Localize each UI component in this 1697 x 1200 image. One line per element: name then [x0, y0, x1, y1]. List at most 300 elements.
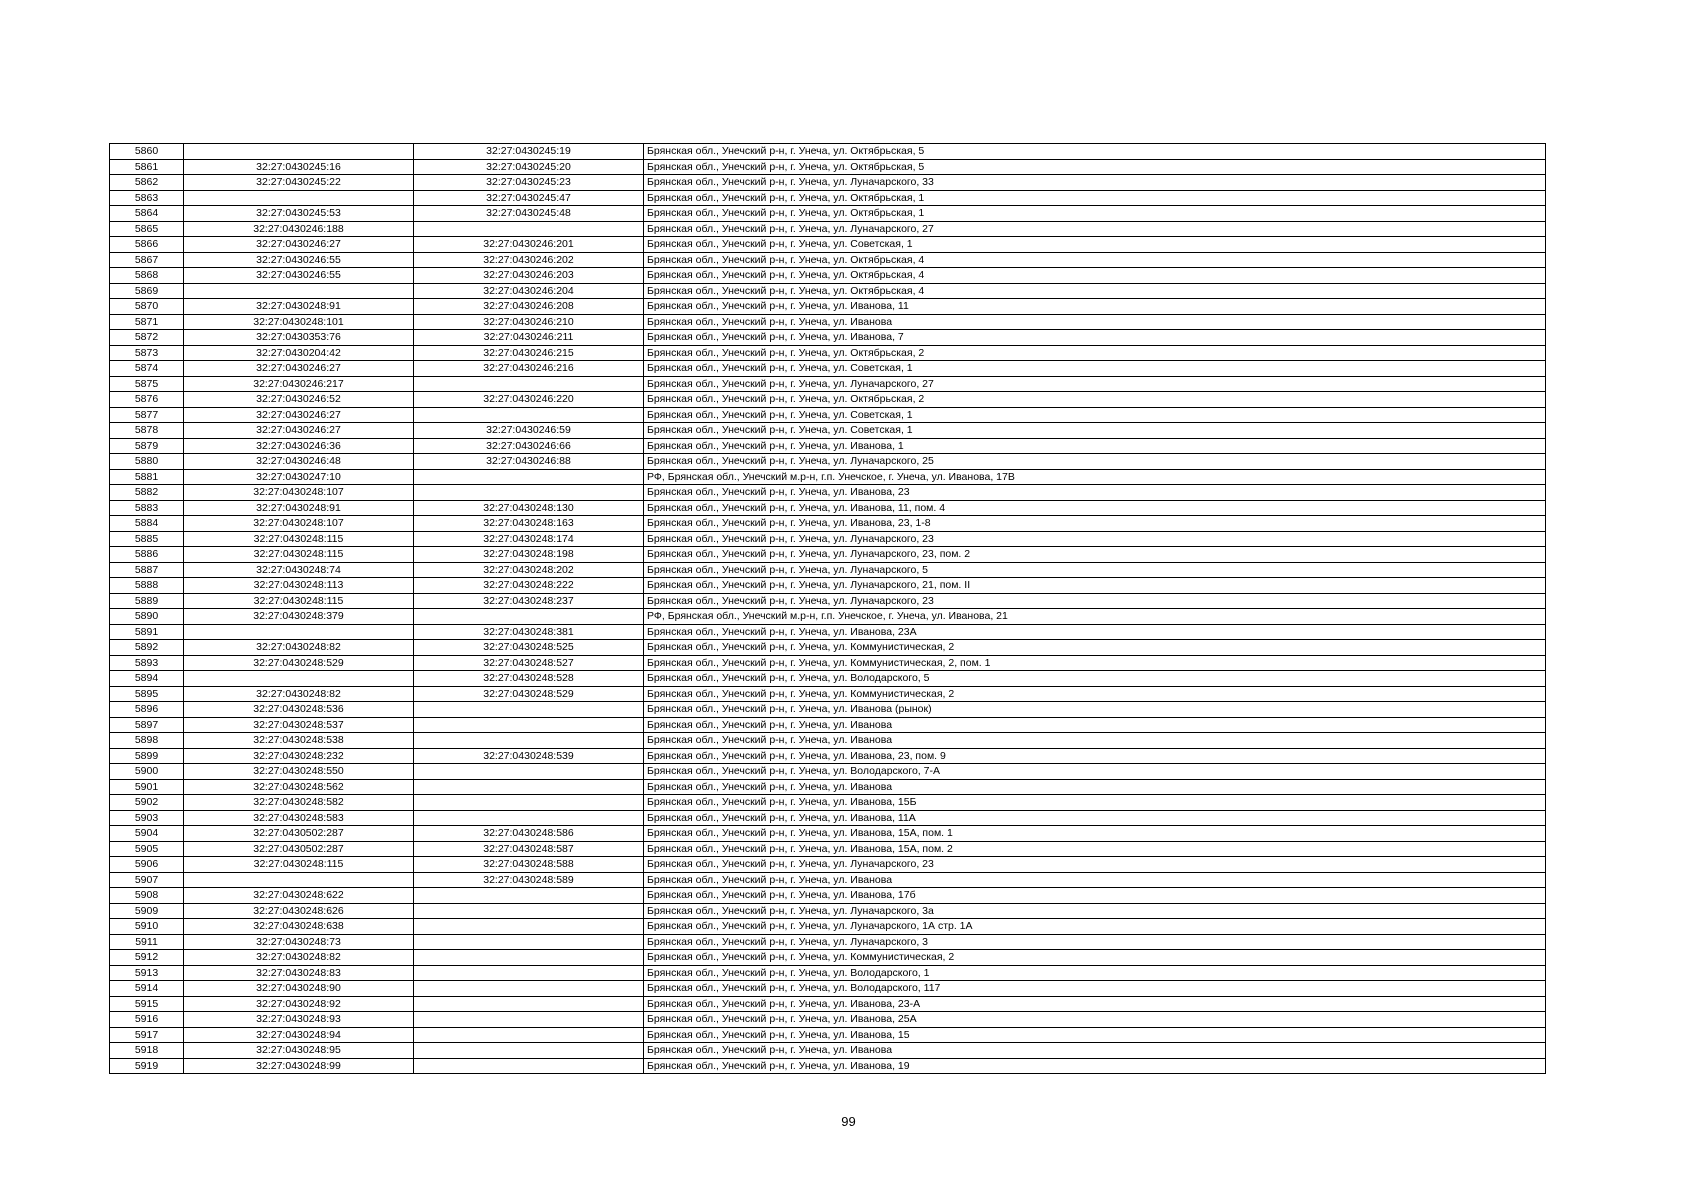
row-number-cell: 5904: [110, 826, 184, 842]
related-cadastral-number-cell: [414, 888, 644, 904]
row-number-cell: 5898: [110, 733, 184, 749]
table-row: [110, 206, 1546, 222]
related-cadastral-number-cell: 32:27:0430248:222: [414, 578, 644, 594]
table-row: [110, 283, 1546, 299]
cadastral-number-cell: 32:27:0430248:74: [184, 562, 414, 578]
cadastral-number-cell: [184, 144, 414, 160]
address-cell: Брянская обл., Унечский р-н, г. Унеча, ул. Луначарского, 23: [644, 531, 1546, 547]
cadastral-number-cell: 32:27:0430245:53: [184, 206, 414, 222]
table-row: [110, 376, 1546, 392]
table-row: [110, 485, 1546, 501]
address-cell: Брянская обл., Унечский р-н, г. Унеча, ул. Иванова, 11А: [644, 810, 1546, 826]
address-cell: Брянская обл., Унечский р-н, г. Унеча, ул. Луначарского, 5: [644, 562, 1546, 578]
table-row: [110, 826, 1546, 842]
row-number-cell: 5879: [110, 438, 184, 454]
row-number-cell: 5872: [110, 330, 184, 346]
address-cell: Брянская обл., Унечский р-н, г. Унеча, ул. Луначарского, 27: [644, 221, 1546, 237]
table-row: [110, 144, 1546, 160]
row-number-cell: 5914: [110, 981, 184, 997]
row-number-cell: 5896: [110, 702, 184, 718]
address-cell: Брянская обл., Унечский р-н, г. Унеча, ул. Иванова: [644, 1043, 1546, 1059]
cadastral-number-cell: [184, 283, 414, 299]
table-row: [110, 1012, 1546, 1028]
cadastral-number-cell: 32:27:0430248:538: [184, 733, 414, 749]
table-row: [110, 593, 1546, 609]
table-row: [110, 981, 1546, 997]
cadastral-number-cell: 32:27:0430246:55: [184, 252, 414, 268]
cadastral-number-cell: 32:27:0430246:55: [184, 268, 414, 284]
cadastral-number-cell: 32:27:0430246:48: [184, 454, 414, 470]
cadastral-number-cell: [184, 671, 414, 687]
table-row: [110, 810, 1546, 826]
table-row: [110, 392, 1546, 408]
related-cadastral-number-cell: [414, 702, 644, 718]
table-row: [110, 996, 1546, 1012]
related-cadastral-number-cell: [414, 609, 644, 625]
row-number-cell: 5884: [110, 516, 184, 532]
table-row: [110, 624, 1546, 640]
cadastral-number-cell: 32:27:0430246:217: [184, 376, 414, 392]
cadastral-number-cell: [184, 190, 414, 206]
cadastral-number-cell: 32:27:0430246:188: [184, 221, 414, 237]
cadastral-number-cell: 32:27:0430248:115: [184, 593, 414, 609]
related-cadastral-number-cell: 32:27:0430246:201: [414, 237, 644, 253]
row-number-cell: 5883: [110, 500, 184, 516]
table-row: [110, 748, 1546, 764]
row-number-cell: 5877: [110, 407, 184, 423]
related-cadastral-number-cell: [414, 485, 644, 501]
address-cell: Брянская обл., Унечский р-н, г. Унеча, ул. Советская, 1: [644, 361, 1546, 377]
related-cadastral-number-cell: 32:27:0430248:529: [414, 686, 644, 702]
cadastral-number-cell: 32:27:0430245:16: [184, 159, 414, 175]
address-cell: Брянская обл., Унечский р-н, г. Унеча, ул. Советская, 1: [644, 407, 1546, 423]
table-row: [110, 237, 1546, 253]
table-row: [110, 221, 1546, 237]
cadastral-number-cell: 32:27:0430248:113: [184, 578, 414, 594]
table-row: [110, 609, 1546, 625]
related-cadastral-number-cell: [414, 376, 644, 392]
address-cell: Брянская обл., Унечский р-н, г. Унеча, ул. Иванова, 23-А: [644, 996, 1546, 1012]
related-cadastral-number-cell: 32:27:0430248:381: [414, 624, 644, 640]
related-cadastral-number-cell: 32:27:0430246:88: [414, 454, 644, 470]
related-cadastral-number-cell: [414, 981, 644, 997]
address-cell: Брянская обл., Унечский р-н, г. Унеча, ул. Иванова, 11: [644, 299, 1546, 315]
related-cadastral-number-cell: [414, 965, 644, 981]
related-cadastral-number-cell: [414, 1027, 644, 1043]
row-number-cell: 5910: [110, 919, 184, 935]
row-number-cell: 5891: [110, 624, 184, 640]
table-row: [110, 345, 1546, 361]
table-row: [110, 547, 1546, 563]
related-cadastral-number-cell: [414, 810, 644, 826]
cadastral-number-cell: 32:27:0430246:27: [184, 407, 414, 423]
address-cell: Брянская обл., Унечский р-н, г. Унеча, ул. Иванова: [644, 717, 1546, 733]
table-row: [110, 872, 1546, 888]
address-cell: Брянская обл., Унечский р-н, г. Унеча, ул. Иванова, 11, пом. 4: [644, 500, 1546, 516]
table-row: [110, 655, 1546, 671]
table-row: [110, 500, 1546, 516]
cadastral-number-cell: 32:27:0430246:27: [184, 423, 414, 439]
cadastral-number-cell: 32:27:0430248:379: [184, 609, 414, 625]
table-row: [110, 438, 1546, 454]
address-cell: Брянская обл., Унечский р-н, г. Унеча, ул. Октябрьская, 5: [644, 144, 1546, 160]
cadastral-number-cell: 32:27:0430248:107: [184, 485, 414, 501]
related-cadastral-number-cell: [414, 919, 644, 935]
table-row: [110, 190, 1546, 206]
row-number-cell: 5912: [110, 950, 184, 966]
row-number-cell: 5900: [110, 764, 184, 780]
address-cell: Брянская обл., Унечский р-н, г. Унеча, ул. Луначарского, 33: [644, 175, 1546, 191]
row-number-cell: 5901: [110, 779, 184, 795]
related-cadastral-number-cell: 32:27:0430246:203: [414, 268, 644, 284]
table-row: [110, 516, 1546, 532]
address-cell: Брянская обл., Унечский р-н, г. Унеча, ул. Луначарского, 1А стр. 1А: [644, 919, 1546, 935]
row-number-cell: 5890: [110, 609, 184, 625]
cadastral-number-cell: 32:27:0430248:95: [184, 1043, 414, 1059]
cadastral-number-cell: 32:27:0430248:626: [184, 903, 414, 919]
cadastral-number-cell: 32:27:0430248:91: [184, 299, 414, 315]
row-number-cell: 5866: [110, 237, 184, 253]
row-number-cell: 5873: [110, 345, 184, 361]
related-cadastral-number-cell: 32:27:0430246:215: [414, 345, 644, 361]
related-cadastral-number-cell: 32:27:0430246:202: [414, 252, 644, 268]
table-row: [110, 314, 1546, 330]
address-cell: Брянская обл., Унечский р-н, г. Унеча, ул. Иванова, 23А: [644, 624, 1546, 640]
table-row: [110, 361, 1546, 377]
address-cell: Брянская обл., Унечский р-н, г. Унеча, ул. Октябрьская, 1: [644, 190, 1546, 206]
related-cadastral-number-cell: 32:27:0430246:208: [414, 299, 644, 315]
related-cadastral-number-cell: [414, 469, 644, 485]
address-cell: Брянская обл., Унечский р-н, г. Унеча, ул. Иванова, 19: [644, 1058, 1546, 1074]
row-number-cell: 5917: [110, 1027, 184, 1043]
row-number-cell: 5880: [110, 454, 184, 470]
row-number-cell: 5878: [110, 423, 184, 439]
row-number-cell: 5894: [110, 671, 184, 687]
cadastral-number-cell: 32:27:0430502:287: [184, 841, 414, 857]
table-row: [110, 469, 1546, 485]
address-cell: Брянская обл., Унечский р-н, г. Унеча, ул. Иванова (рынок): [644, 702, 1546, 718]
address-cell: Брянская обл., Унечский р-н, г. Унеча, ул. Коммунистическая, 2: [644, 640, 1546, 656]
related-cadastral-number-cell: [414, 717, 644, 733]
row-number-cell: 5892: [110, 640, 184, 656]
related-cadastral-number-cell: 32:27:0430245:23: [414, 175, 644, 191]
row-number-cell: 5875: [110, 376, 184, 392]
cadastral-number-cell: 32:27:0430204:42: [184, 345, 414, 361]
related-cadastral-number-cell: 32:27:0430248:163: [414, 516, 644, 532]
row-number-cell: 5870: [110, 299, 184, 315]
table-row: [110, 934, 1546, 950]
related-cadastral-number-cell: 32:27:0430248:130: [414, 500, 644, 516]
related-cadastral-number-cell: 32:27:0430248:198: [414, 547, 644, 563]
related-cadastral-number-cell: [414, 1058, 644, 1074]
address-cell: Брянская обл., Унечский р-н, г. Унеча, ул. Иванова, 23, пом. 9: [644, 748, 1546, 764]
table-row: [110, 965, 1546, 981]
cadastral-number-cell: 32:27:0430248:82: [184, 686, 414, 702]
address-cell: Брянская обл., Унечский р-н, г. Унеча, ул. Иванова, 1: [644, 438, 1546, 454]
address-cell: Брянская обл., Унечский р-н, г. Унеча, ул. Иванова: [644, 872, 1546, 888]
related-cadastral-number-cell: 32:27:0430245:47: [414, 190, 644, 206]
cadastral-number-cell: [184, 872, 414, 888]
row-number-cell: 5865: [110, 221, 184, 237]
cadastral-number-cell: 32:27:0430248:115: [184, 531, 414, 547]
table-row: [110, 841, 1546, 857]
row-number-cell: 5874: [110, 361, 184, 377]
related-cadastral-number-cell: 32:27:0430246:59: [414, 423, 644, 439]
page-number: 99: [841, 1114, 856, 1129]
table-row: [110, 779, 1546, 795]
related-cadastral-number-cell: 32:27:0430248:525: [414, 640, 644, 656]
row-number-cell: 5897: [110, 717, 184, 733]
related-cadastral-number-cell: [414, 1043, 644, 1059]
address-cell: Брянская обл., Унечский р-н, г. Унеча, ул. Октябрьская, 2: [644, 345, 1546, 361]
cadastral-number-cell: 32:27:0430248:537: [184, 717, 414, 733]
row-number-cell: 5876: [110, 392, 184, 408]
cadastral-number-cell: 32:27:0430246:27: [184, 237, 414, 253]
cadastral-number-cell: 32:27:0430248:107: [184, 516, 414, 532]
address-cell: Брянская обл., Унечский р-н, г. Унеча, ул. Иванова, 15А, пом. 1: [644, 826, 1546, 842]
address-cell: Брянская обл., Унечский р-н, г. Унеча, ул. Иванова, 17б: [644, 888, 1546, 904]
row-number-cell: 5882: [110, 485, 184, 501]
table-row: [110, 159, 1546, 175]
address-cell: Брянская обл., Унечский р-н, г. Унеча, ул. Луначарского, 3: [644, 934, 1546, 950]
row-number-cell: 5919: [110, 1058, 184, 1074]
cadastral-number-cell: 32:27:0430248:536: [184, 702, 414, 718]
row-number-cell: 5911: [110, 934, 184, 950]
cadastral-number-cell: 32:27:0430248:92: [184, 996, 414, 1012]
address-cell: Брянская обл., Унечский р-н, г. Унеча, ул. Иванова, 25А: [644, 1012, 1546, 1028]
table-row: [110, 268, 1546, 284]
related-cadastral-number-cell: [414, 221, 644, 237]
row-number-cell: 5888: [110, 578, 184, 594]
table-row: [110, 764, 1546, 780]
cadastral-number-cell: 32:27:0430248:83: [184, 965, 414, 981]
row-number-cell: 5905: [110, 841, 184, 857]
address-cell: Брянская обл., Унечский р-н, г. Унеча, ул. Октябрьская, 4: [644, 252, 1546, 268]
cadastral-number-cell: 32:27:0430248:99: [184, 1058, 414, 1074]
related-cadastral-number-cell: [414, 407, 644, 423]
address-cell: Брянская обл., Унечский р-н, г. Унеча, ул. Коммунистическая, 2: [644, 950, 1546, 966]
related-cadastral-number-cell: 32:27:0430248:174: [414, 531, 644, 547]
row-number-cell: 5860: [110, 144, 184, 160]
related-cadastral-number-cell: [414, 795, 644, 811]
address-cell: Брянская обл., Унечский р-н, г. Унеча, ул. Луначарского, 23: [644, 593, 1546, 609]
related-cadastral-number-cell: 32:27:0430248:202: [414, 562, 644, 578]
address-cell: Брянская обл., Унечский р-н, г. Унеча, ул. Луначарского, 3а: [644, 903, 1546, 919]
table-row: [110, 950, 1546, 966]
cadastral-number-cell: 32:27:0430248:562: [184, 779, 414, 795]
table-row: [110, 919, 1546, 935]
row-number-cell: 5889: [110, 593, 184, 609]
table-row: [110, 531, 1546, 547]
cadastral-number-cell: 32:27:0430248:91: [184, 500, 414, 516]
address-cell: Брянская обл., Унечский р-н, г. Унеча, ул. Коммунистическая, 2, пом. 1: [644, 655, 1546, 671]
cadastral-number-cell: 32:27:0430248:550: [184, 764, 414, 780]
table-row: [110, 686, 1546, 702]
address-cell: Брянская обл., Унечский р-н, г. Унеча, ул. Советская, 1: [644, 423, 1546, 439]
table-row: [110, 562, 1546, 578]
related-cadastral-number-cell: 32:27:0430245:48: [414, 206, 644, 222]
address-cell: Брянская обл., Унечский р-н, г. Унеча, ул. Володарского, 117: [644, 981, 1546, 997]
related-cadastral-number-cell: 32:27:0430248:586: [414, 826, 644, 842]
address-cell: Брянская обл., Унечский р-н, г. Унеча, ул. Иванова, 23, 1-8: [644, 516, 1546, 532]
cadastral-number-cell: 32:27:0430248:638: [184, 919, 414, 935]
cadastral-number-cell: 32:27:0430248:582: [184, 795, 414, 811]
address-cell: Брянская обл., Унечский р-н, г. Унеча, ул. Октябрьская, 1: [644, 206, 1546, 222]
table-row: [110, 1058, 1546, 1074]
cadastral-number-cell: [184, 624, 414, 640]
table-row: [110, 1027, 1546, 1043]
cadastral-number-cell: 32:27:0430248:90: [184, 981, 414, 997]
address-cell: РФ, Брянская обл., Унечский м.р-н, г.п. Унечское, г. Унеча, ул. Иванова, 21: [644, 609, 1546, 625]
address-cell: Брянская обл., Унечский р-н, г. Унеча, ул. Иванова: [644, 733, 1546, 749]
table-row: [110, 252, 1546, 268]
address-cell: РФ, Брянская обл., Унечский м.р-н, г.п. Унечское, г. Унеча, ул. Иванова, 17В: [644, 469, 1546, 485]
row-number-cell: 5864: [110, 206, 184, 222]
row-number-cell: 5899: [110, 748, 184, 764]
cadastral-number-cell: 32:27:0430248:93: [184, 1012, 414, 1028]
table-row: [110, 857, 1546, 873]
cadastral-number-cell: 32:27:0430245:22: [184, 175, 414, 191]
related-cadastral-number-cell: 32:27:0430248:237: [414, 593, 644, 609]
address-cell: Брянская обл., Унечский р-н, г. Унеча, ул. Иванова, 15А, пом. 2: [644, 841, 1546, 857]
cadastral-number-cell: 32:27:0430353:76: [184, 330, 414, 346]
address-cell: Брянская обл., Унечский р-н, г. Унеча, ул. Советская, 1: [644, 237, 1546, 253]
cadastral-number-cell: 32:27:0430248:583: [184, 810, 414, 826]
address-cell: Брянская обл., Унечский р-н, г. Унеча, ул. Луначарского, 25: [644, 454, 1546, 470]
cadastral-number-cell: 32:27:0430248:232: [184, 748, 414, 764]
cadastral-number-cell: 32:27:0430248:115: [184, 547, 414, 563]
table-row: [110, 454, 1546, 470]
address-cell: Брянская обл., Унечский р-н, г. Унеча, ул. Луначарского, 23: [644, 857, 1546, 873]
related-cadastral-number-cell: 32:27:0430248:527: [414, 655, 644, 671]
related-cadastral-number-cell: 32:27:0430246:204: [414, 283, 644, 299]
cadastral-number-cell: 32:27:0430246:27: [184, 361, 414, 377]
row-number-cell: 5871: [110, 314, 184, 330]
address-cell: Брянская обл., Унечский р-н, г. Унеча, ул. Иванова, 23: [644, 485, 1546, 501]
address-cell: Брянская обл., Унечский р-н, г. Унеча, ул. Луначарского, 21, пом. II: [644, 578, 1546, 594]
related-cadastral-number-cell: [414, 764, 644, 780]
row-number-cell: 5895: [110, 686, 184, 702]
table-row: [110, 733, 1546, 749]
row-number-cell: 5913: [110, 965, 184, 981]
cadastral-number-cell: 32:27:0430247:10: [184, 469, 414, 485]
related-cadastral-number-cell: 32:27:0430248:539: [414, 748, 644, 764]
cadastral-number-cell: 32:27:0430248:94: [184, 1027, 414, 1043]
row-number-cell: 5903: [110, 810, 184, 826]
related-cadastral-number-cell: [414, 733, 644, 749]
address-cell: Брянская обл., Унечский р-н, г. Унеча, ул. Луначарского, 27: [644, 376, 1546, 392]
table-row: [110, 717, 1546, 733]
related-cadastral-number-cell: 32:27:0430245:20: [414, 159, 644, 175]
row-number-cell: 5885: [110, 531, 184, 547]
related-cadastral-number-cell: [414, 779, 644, 795]
table-body: [110, 144, 1546, 1074]
related-cadastral-number-cell: [414, 1012, 644, 1028]
table-row: [110, 1043, 1546, 1059]
related-cadastral-number-cell: 32:27:0430248:528: [414, 671, 644, 687]
cadastral-number-cell: 32:27:0430246:36: [184, 438, 414, 454]
cadastral-number-cell: 32:27:0430248:115: [184, 857, 414, 873]
table-row: [110, 795, 1546, 811]
row-number-cell: 5868: [110, 268, 184, 284]
table-row: [110, 888, 1546, 904]
table-row: [110, 407, 1546, 423]
cadastral-number-cell: 32:27:0430248:82: [184, 640, 414, 656]
table-row: [110, 640, 1546, 656]
row-number-cell: 5909: [110, 903, 184, 919]
row-number-cell: 5907: [110, 872, 184, 888]
row-number-cell: 5915: [110, 996, 184, 1012]
cadastral-number-cell: 32:27:0430248:529: [184, 655, 414, 671]
row-number-cell: 5867: [110, 252, 184, 268]
related-cadastral-number-cell: 32:27:0430246:220: [414, 392, 644, 408]
address-cell: Брянская обл., Унечский р-н, г. Унеча, ул. Володарского, 1: [644, 965, 1546, 981]
table-row: [110, 175, 1546, 191]
row-number-cell: 5869: [110, 283, 184, 299]
related-cadastral-number-cell: 32:27:0430246:210: [414, 314, 644, 330]
address-cell: Брянская обл., Унечский р-н, г. Унеча, ул. Володарского, 7-А: [644, 764, 1546, 780]
address-cell: Брянская обл., Унечский р-н, г. Унеча, ул. Иванова: [644, 314, 1546, 330]
related-cadastral-number-cell: 32:27:0430248:587: [414, 841, 644, 857]
table-row: [110, 903, 1546, 919]
table-row: [110, 330, 1546, 346]
address-cell: Брянская обл., Унечский р-н, г. Унеча, ул. Луначарского, 23, пом. 2: [644, 547, 1546, 563]
row-number-cell: 5902: [110, 795, 184, 811]
cadastral-number-cell: 32:27:0430248:101: [184, 314, 414, 330]
row-number-cell: 5887: [110, 562, 184, 578]
related-cadastral-number-cell: 32:27:0430248:589: [414, 872, 644, 888]
address-cell: Брянская обл., Унечский р-н, г. Унеча, ул. Иванова, 7: [644, 330, 1546, 346]
row-number-cell: 5881: [110, 469, 184, 485]
related-cadastral-number-cell: [414, 934, 644, 950]
table-row: [110, 299, 1546, 315]
address-cell: Брянская обл., Унечский р-н, г. Унеча, ул. Коммунистическая, 2: [644, 686, 1546, 702]
table-row: [110, 671, 1546, 687]
address-cell: Брянская обл., Унечский р-н, г. Унеча, ул. Володарского, 5: [644, 671, 1546, 687]
related-cadastral-number-cell: 32:27:0430246:211: [414, 330, 644, 346]
row-number-cell: 5906: [110, 857, 184, 873]
cadastral-number-cell: 32:27:0430248:82: [184, 950, 414, 966]
address-cell: Брянская обл., Унечский р-н, г. Унеча, ул. Иванова, 15: [644, 1027, 1546, 1043]
address-cell: Брянская обл., Унечский р-н, г. Унеча, ул. Октябрьская, 2: [644, 392, 1546, 408]
table-row: [110, 423, 1546, 439]
row-number-cell: 5886: [110, 547, 184, 563]
related-cadastral-number-cell: [414, 996, 644, 1012]
related-cadastral-number-cell: 32:27:0430246:66: [414, 438, 644, 454]
cadastral-number-cell: 32:27:0430246:52: [184, 392, 414, 408]
row-number-cell: 5863: [110, 190, 184, 206]
related-cadastral-number-cell: 32:27:0430248:588: [414, 857, 644, 873]
table-row: [110, 578, 1546, 594]
cadastral-number-cell: 32:27:0430502:287: [184, 826, 414, 842]
related-cadastral-number-cell: [414, 903, 644, 919]
address-cell: Брянская обл., Унечский р-н, г. Унеча, ул. Иванова, 15Б: [644, 795, 1546, 811]
row-number-cell: 5916: [110, 1012, 184, 1028]
cadastral-number-cell: 32:27:0430248:73: [184, 934, 414, 950]
address-cell: Брянская обл., Унечский р-н, г. Унеча, ул. Иванова: [644, 779, 1546, 795]
related-cadastral-number-cell: [414, 950, 644, 966]
address-cell: Брянская обл., Унечский р-н, г. Унеча, ул. Октябрьская, 4: [644, 283, 1546, 299]
row-number-cell: 5918: [110, 1043, 184, 1059]
related-cadastral-number-cell: 32:27:0430245:19: [414, 144, 644, 160]
address-cell: Брянская обл., Унечский р-н, г. Унеча, ул. Октябрьская, 5: [644, 159, 1546, 175]
row-number-cell: 5861: [110, 159, 184, 175]
address-cell: Брянская обл., Унечский р-н, г. Унеча, ул. Октябрьская, 4: [644, 268, 1546, 284]
table-row: [110, 702, 1546, 718]
row-number-cell: 5908: [110, 888, 184, 904]
cadastral-number-cell: 32:27:0430248:622: [184, 888, 414, 904]
related-cadastral-number-cell: 32:27:0430246:216: [414, 361, 644, 377]
